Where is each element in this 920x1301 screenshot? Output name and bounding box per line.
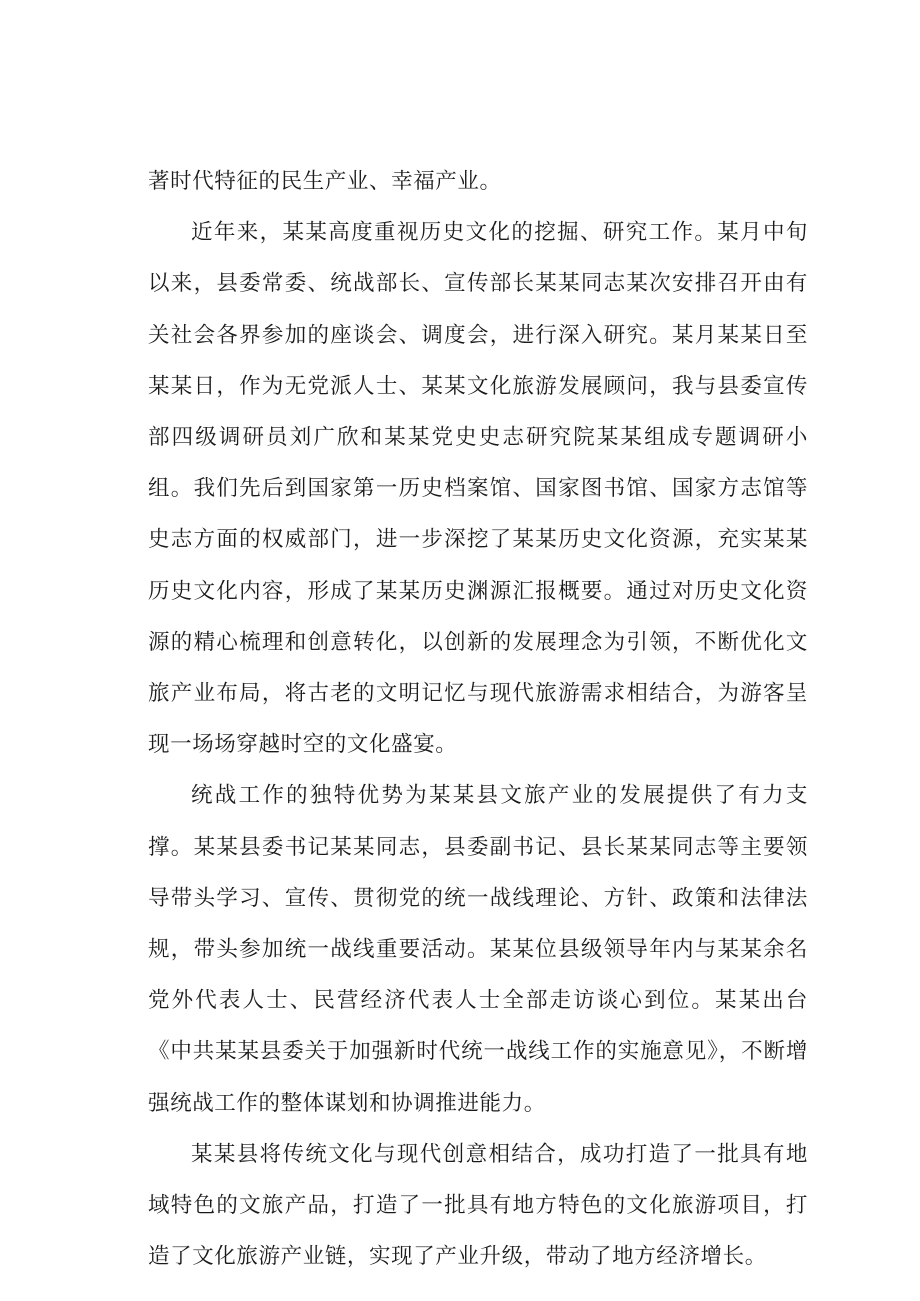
- paragraph-united-front: 统战工作的独特优势为某某县文旅产业的发展提供了有力支撑。某某县委书记某某同志，县委副书记、县长某某同志等主要领导带头学习、宣传、贯彻党的统一战线理论、方针、政策和法律法规，带头参加统一战线重要活动。某某位县级领导年内与某某余名党外代表人士、民营经济代表人士全部走访谈心到位。某某出台《中共某某县委关于加强新时代统一战线工作的实施意见》，不断增强统战工作的整体谋划和协调推进能力。: [148, 783, 808, 1116]
- paragraph-history-research: 近年来，某某高度重视历史文化的挖掘、研究工作。某月中旬以来，县委常委、统战部长、宣传部长某某同志某次安排召开由有关社会各界参加的座谈会、调度会，进行深入研究。某月某某日至某某日，作为无党派人士、某某文化旅游发展顾问，我与县委宣传部四级调研员刘广欣和某某党史史志研究院某某组成专题调研小组。我们先后到国家第一历史档案馆、国家图书馆、国家方志馆等史志方面的权威部门，进一步深挖了某某历史文化资源，充实某某历史文化内容，形成了某某历史渊源汇报概要。通过对历史文化资源的精心梳理和创意转化，以创新的发展理念为引领，不断优化文旅产业布局，将古老的文明记忆与现代旅游需求相结合，为游客呈现一场场穿越时空的文化盛宴。: [148, 220, 808, 758]
- paragraph-continuation: 著时代特征的民生产业、幸福产业。: [148, 169, 502, 194]
- paragraph-cultural-tourism: 某某县将传统文化与现代创意相结合，成功打造了一批具有地域特色的文旅产品，打造了一批具有地方特色的文化旅游项目，打造了文化旅游产业链，实现了产业升级，带动了地方经济增长。: [148, 1141, 808, 1270]
- document-body: [148, 156, 808, 1282]
